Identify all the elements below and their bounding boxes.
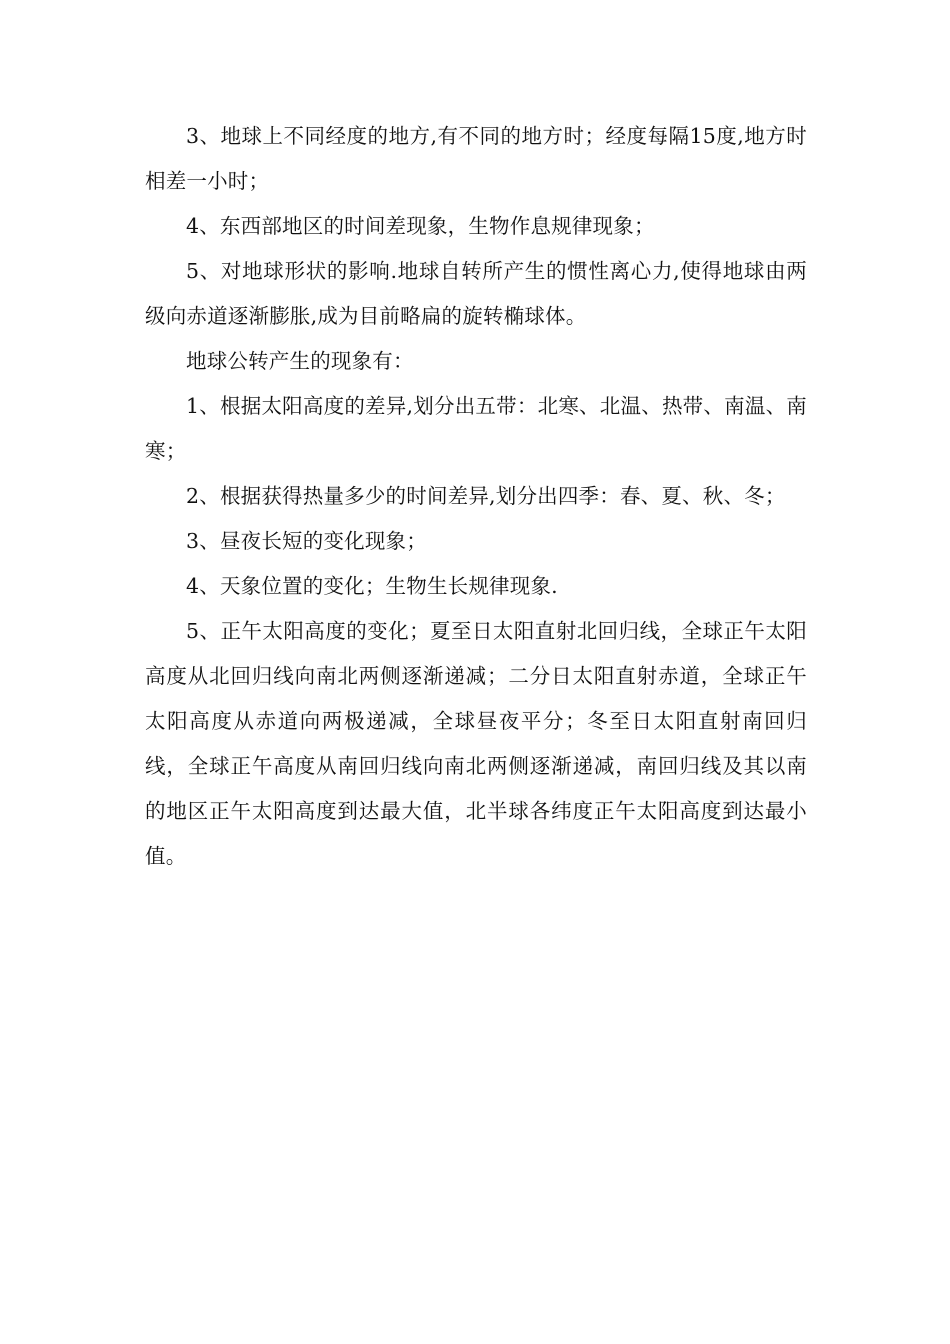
paragraph-revolution-item-4: 4、天象位置的变化；生物生长规律现象.: [186, 574, 558, 598]
paragraph-rotation-item-5: 5、对地球形状的影响.地球自转所产生的惯性离心力,使得地球由两级向赤道逐渐膨胀,成为目前略扁的旋转椭球体。: [145, 259, 807, 328]
paragraph-rotation-item-3: 3、地球上不同经度的地方,有不同的地方时；经度每隔15度,地方时相差一小时；: [145, 124, 807, 193]
paragraph-revolution-heading: 地球公转产生的现象有：: [186, 349, 414, 373]
paragraph-revolution-item-1: 1、根据太阳高度的差异,划分出五带：北寒、北温、热带、南温、南寒；: [145, 394, 807, 463]
paragraph-revolution-item-2: 2、根据获得热量多少的时间差异,划分出四季：春、夏、秋、冬；: [186, 484, 786, 508]
document-body: [145, 114, 807, 879]
paragraph-revolution-item-3: 3、昼夜长短的变化现象；: [186, 529, 427, 553]
paragraph-rotation-item-4: 4、东西部地区的时间差现象，生物作息规律现象；: [186, 214, 655, 238]
paragraph-revolution-item-5: 5、正午太阳高度的变化；夏至日太阳直射北回归线，全球正午太阳高度从北回归线向南北两侧逐渐递减；二分日太阳直射赤道，全球正午太阳高度从赤道向两极递减，全球昼夜平分；冬至日太阳直射南回归线，全球正午高度从南回归线向南北两侧逐渐递减，南回归线及其以南的地区正午太阳高度到达最大值，北半球各纬度正午太阳高度到达最小值。: [145, 619, 807, 868]
